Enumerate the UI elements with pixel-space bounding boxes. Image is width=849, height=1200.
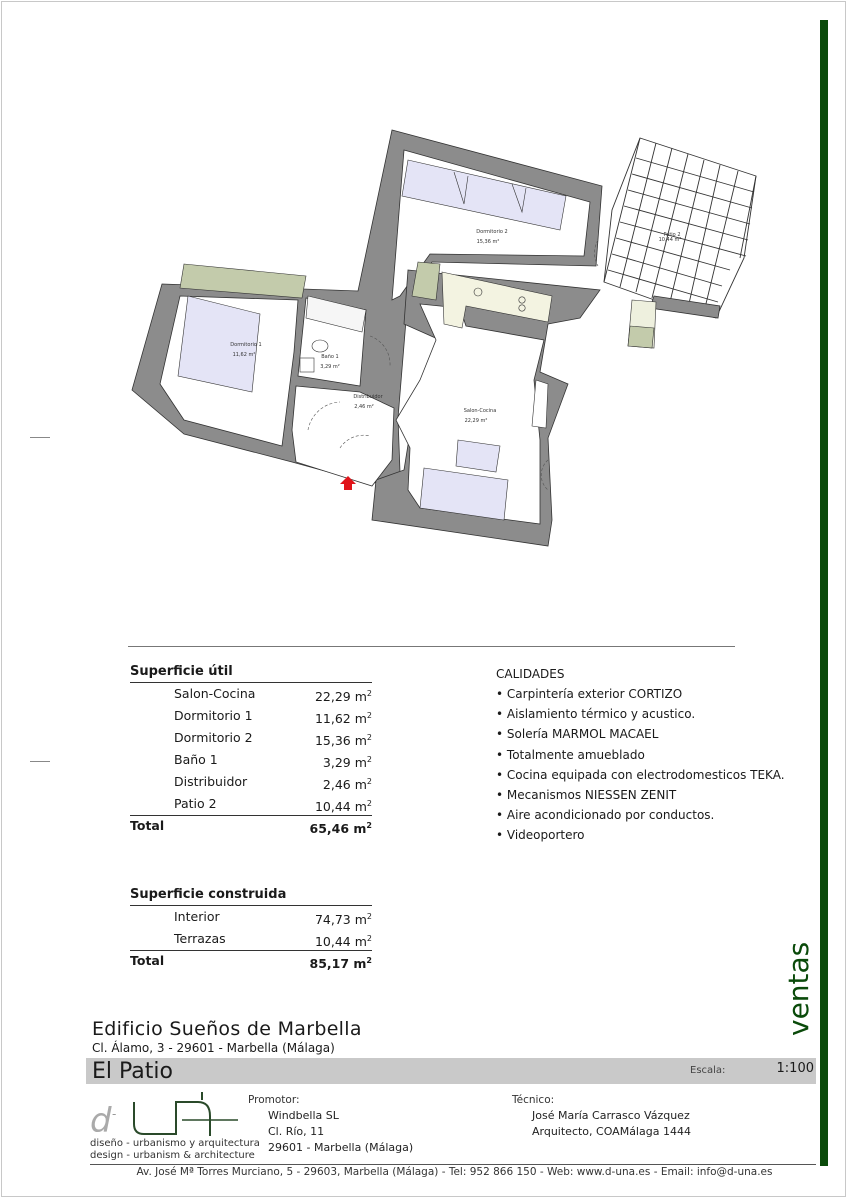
table-title: Superficie construida bbox=[130, 886, 372, 906]
svg-text:-: - bbox=[112, 1107, 117, 1121]
list-item: • Cocina equipada con electrodomesticos TEKA. bbox=[496, 765, 785, 785]
room-label: Salon-Cocina bbox=[463, 408, 497, 414]
promotor-line: 29601 - Marbella (Málaga) bbox=[268, 1141, 414, 1154]
svg-text:d: d bbox=[90, 1101, 112, 1140]
list-item: • Videoportero bbox=[496, 825, 785, 845]
fold-mark bbox=[30, 761, 50, 762]
table-total-row: Total 85,17 $m^2$ bbox=[130, 950, 372, 971]
table-title: Superficie útil bbox=[130, 663, 372, 683]
list-item: • Solería MARMOL MACAEL bbox=[496, 724, 785, 744]
building-name: Edificio Sueños de Marbella bbox=[92, 1018, 362, 1040]
logo-tagline-es: diseño - urbanismo y arquitectura bbox=[90, 1138, 260, 1149]
d-una-logo bbox=[86, 1090, 246, 1140]
table-row: Dormitorio 2 15,36 $m^2$ bbox=[174, 730, 372, 748]
table-row: Salon-Cocina 22,29 $m^2$ bbox=[174, 686, 372, 704]
table-row: Distribuidor 2,46 $m^2$ bbox=[174, 774, 372, 792]
room-label: Distribuidor bbox=[353, 394, 383, 400]
room-area: 11,62 m² bbox=[232, 352, 256, 358]
list-item: • Mecanismos NIESSEN ZENIT bbox=[496, 785, 785, 805]
section-divider bbox=[128, 646, 735, 647]
promotor-line: Cl. Río, 11 bbox=[268, 1125, 325, 1138]
promotor-line: Windbella SL bbox=[268, 1109, 339, 1122]
ventas-label: ventas bbox=[782, 941, 815, 1036]
patio-cabinet-lower bbox=[628, 326, 654, 348]
tecnico-line: Arquitecto, COAMálaga 1444 bbox=[532, 1125, 691, 1138]
promotor-label: Promotor: bbox=[248, 1094, 300, 1106]
table-row: Baño 1 3,29 $m^2$ bbox=[174, 752, 372, 770]
washbasin bbox=[300, 358, 314, 372]
room-distribuidor bbox=[292, 386, 394, 486]
footer-address: Av. José Mª Torres Murciano, 5 - 29603, Marbella (Málaga) - Tel: 952 866 150 - Web: www.d-una.es - Email: info@d-una.es bbox=[136, 1166, 773, 1178]
room-label: Dormitorio 1 bbox=[230, 342, 262, 348]
toilet bbox=[312, 340, 328, 352]
table-row: Patio 2 10,44 $m^2$ bbox=[174, 796, 372, 814]
promotor-block bbox=[248, 1094, 413, 1156]
patio-grid bbox=[604, 138, 756, 318]
scale-label: Escala: bbox=[690, 1065, 726, 1076]
table-row: Dormitorio 1 11,62 $m^2$ bbox=[174, 708, 372, 726]
table-total-row: Total 65,46 $m^2$ bbox=[130, 815, 372, 836]
room-area: 22,29 m² bbox=[464, 418, 488, 424]
building-address: Cl. Álamo, 3 - 29601 - Marbella (Málaga) bbox=[92, 1041, 335, 1055]
footer-divider bbox=[90, 1164, 816, 1165]
calidades-title: CALIDADES bbox=[496, 667, 565, 681]
list-item: • Aislamiento térmico y acustico. bbox=[496, 704, 785, 724]
project-band bbox=[86, 1058, 816, 1084]
room-label: Dormitorio 2 bbox=[476, 229, 508, 235]
room-label: Baño 1 bbox=[321, 354, 339, 360]
room-area: 10,44 m² bbox=[658, 237, 682, 243]
list-item: • Aire acondicionado por conductos. bbox=[496, 805, 785, 825]
tecnico-block bbox=[512, 1094, 691, 1140]
calidades-list bbox=[496, 664, 785, 846]
table-row: Terrazas 10,44 $m^2$ bbox=[174, 931, 372, 949]
room-area: 2,46 m² bbox=[354, 404, 374, 410]
logo-tagline-en: design - urbanism & architecture bbox=[90, 1150, 255, 1161]
scale-value: 1:100 bbox=[776, 1061, 814, 1076]
tecnico-label: Técnico: bbox=[512, 1094, 555, 1106]
project-name: El Patio bbox=[92, 1059, 173, 1084]
superficie-util-table bbox=[130, 663, 372, 836]
list-item: • Totalmente amueblado bbox=[496, 745, 785, 765]
tecnico-line: José María Carrasco Vázquez bbox=[532, 1109, 690, 1122]
room-area: 15,36 m² bbox=[476, 239, 500, 245]
table-row: Interior 74,73 $m^2$ bbox=[174, 909, 372, 927]
list-item: • Carpintería exterior CORTIZO bbox=[496, 684, 785, 704]
superficie-construida-table bbox=[130, 886, 372, 971]
coffee-table bbox=[456, 440, 500, 472]
room-area: 3,29 m² bbox=[320, 364, 340, 370]
room-label: Patio 2 bbox=[663, 232, 681, 238]
